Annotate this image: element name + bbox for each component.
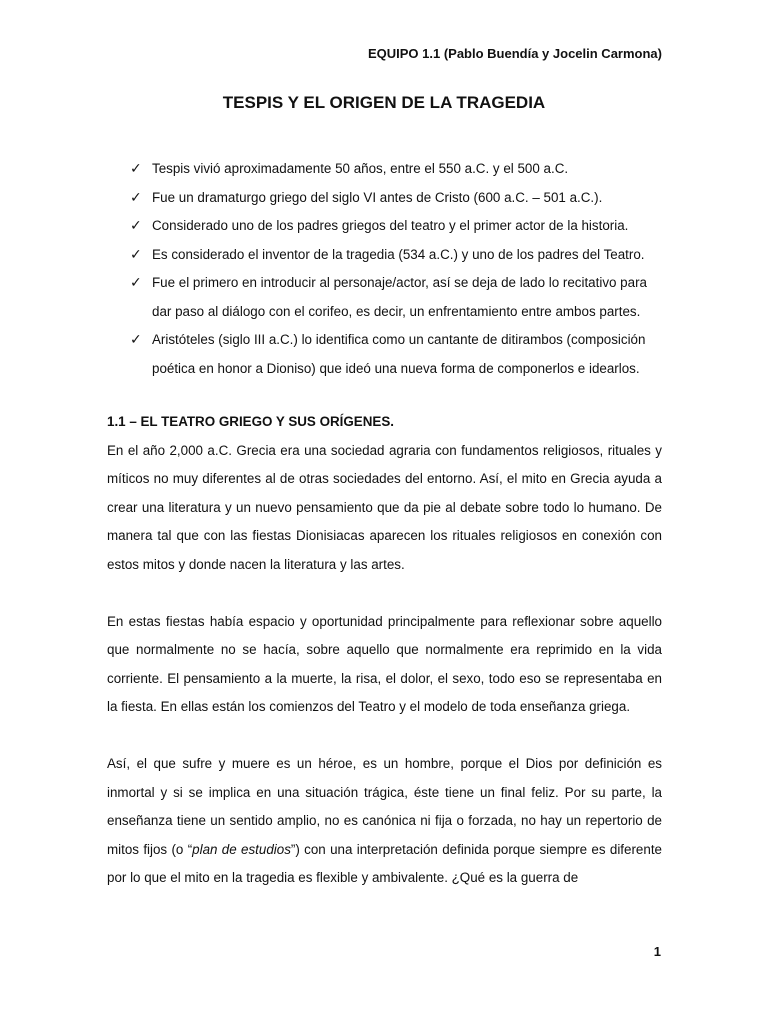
checkmark-icon: ✓ [130,189,142,206]
paragraph: En el año 2,000 a.C. Grecia era una sociedad agraria con fundamentos religiosos, rituales y míticos no muy diferentes al de otras sociedades del entorno. Así, el mito en Grecia ayuda a crear una literatura y un nuevo pensamiento que da pie al debate sobre todo lo humano. De manera tal que con las fiestas Dionisiacas aparecen los rituales religiosos en conexión con estos mitos y donde nacen la literatura y las artes. [107,442,662,572]
paragraph-text: ”) con una interpretación definida porque siempre es diferente por lo que el mito en la tragedia es flexible y ambivalente. ¿Qué es la guerra de [107,841,662,885]
bullet-text: Aristóteles (siglo III a.C.) lo identifica como un cantante de ditirambos (composición poética en honor a Dioniso) que ideó una nueva forma de componerlos e idearlos. [152,332,646,376]
checkmark-icon: ✓ [130,161,142,177]
checkmark-icon: ✓ [130,246,142,263]
bullet-item [130,241,662,270]
section-heading: 1.1 – EL TEATRO GRIEGO Y SUS ORÍGENES. [107,414,394,429]
bullet-text: Considerado uno de los padres griegos del teatro y el primer actor de la historia. [152,218,629,233]
document-title: TESPIS Y EL ORIGEN DE LA TRAGEDIA [222,93,546,112]
bullet-item [130,269,662,326]
emphasis-text: plan de estudios [192,841,291,857]
paragraph-text: Así, el que sufre y muere es un héroe, es un hombre, porque el Dios por definición es inmortal y si se implica en una situación trágica, éste tiene un final feliz. Por su parte, la enseñanza tiene un sentido amplio, no es canónica ni fija o forzada, no hay un repertorio de mitos fijos (o “ [107,756,662,857]
section-body [107,408,662,921]
bullet-text: Es considerado el inventor de la tragedia (534 a.C.) y uno de los padres del Teatro. [152,246,645,262]
bullet-text: Fue un dramaturgo griego del siglo VI antes de Cristo (600 a.C. – 501 a.C.). [152,189,603,205]
checkmark-icon: ✓ [130,275,142,291]
paragraph: En estas fiestas había espacio y oportunidad principalmente para reflexionar sobre aquello que normalmente no se hacía, sobre aquello que normalmente era reprimido en la vida corriente. El pensamiento a la muerte, la risa, el dolor, el sexo, todo eso se representaba en la fiesta. En ellas están los comienzos del Teatro y el modelo de toda enseñanza griega. [107,613,662,714]
bullet-list [130,155,662,383]
bullet-item [130,212,662,241]
checkmark-icon: ✓ [130,218,142,234]
bullet-text: Tespis vivió aproximadamente 50 años, entre el 550 a.C. y el 500 a.C. [152,161,569,176]
paragraph [107,750,662,893]
page-header: EQUIPO 1.1 (Pablo Buendía y Jocelin Carmona) [367,46,662,61]
bullet-item [130,326,662,383]
checkmark-icon: ✓ [130,332,142,348]
bullet-item [130,155,662,184]
bullet-text: Fue el primero en introducir al personaje/actor, así se deja de lado lo recitativo para dar paso al diálogo con el corifeo, es decir, un enfrentamiento entre ambos partes. [152,275,647,319]
page-number: 1 [653,944,661,959]
bullet-item [130,184,662,213]
